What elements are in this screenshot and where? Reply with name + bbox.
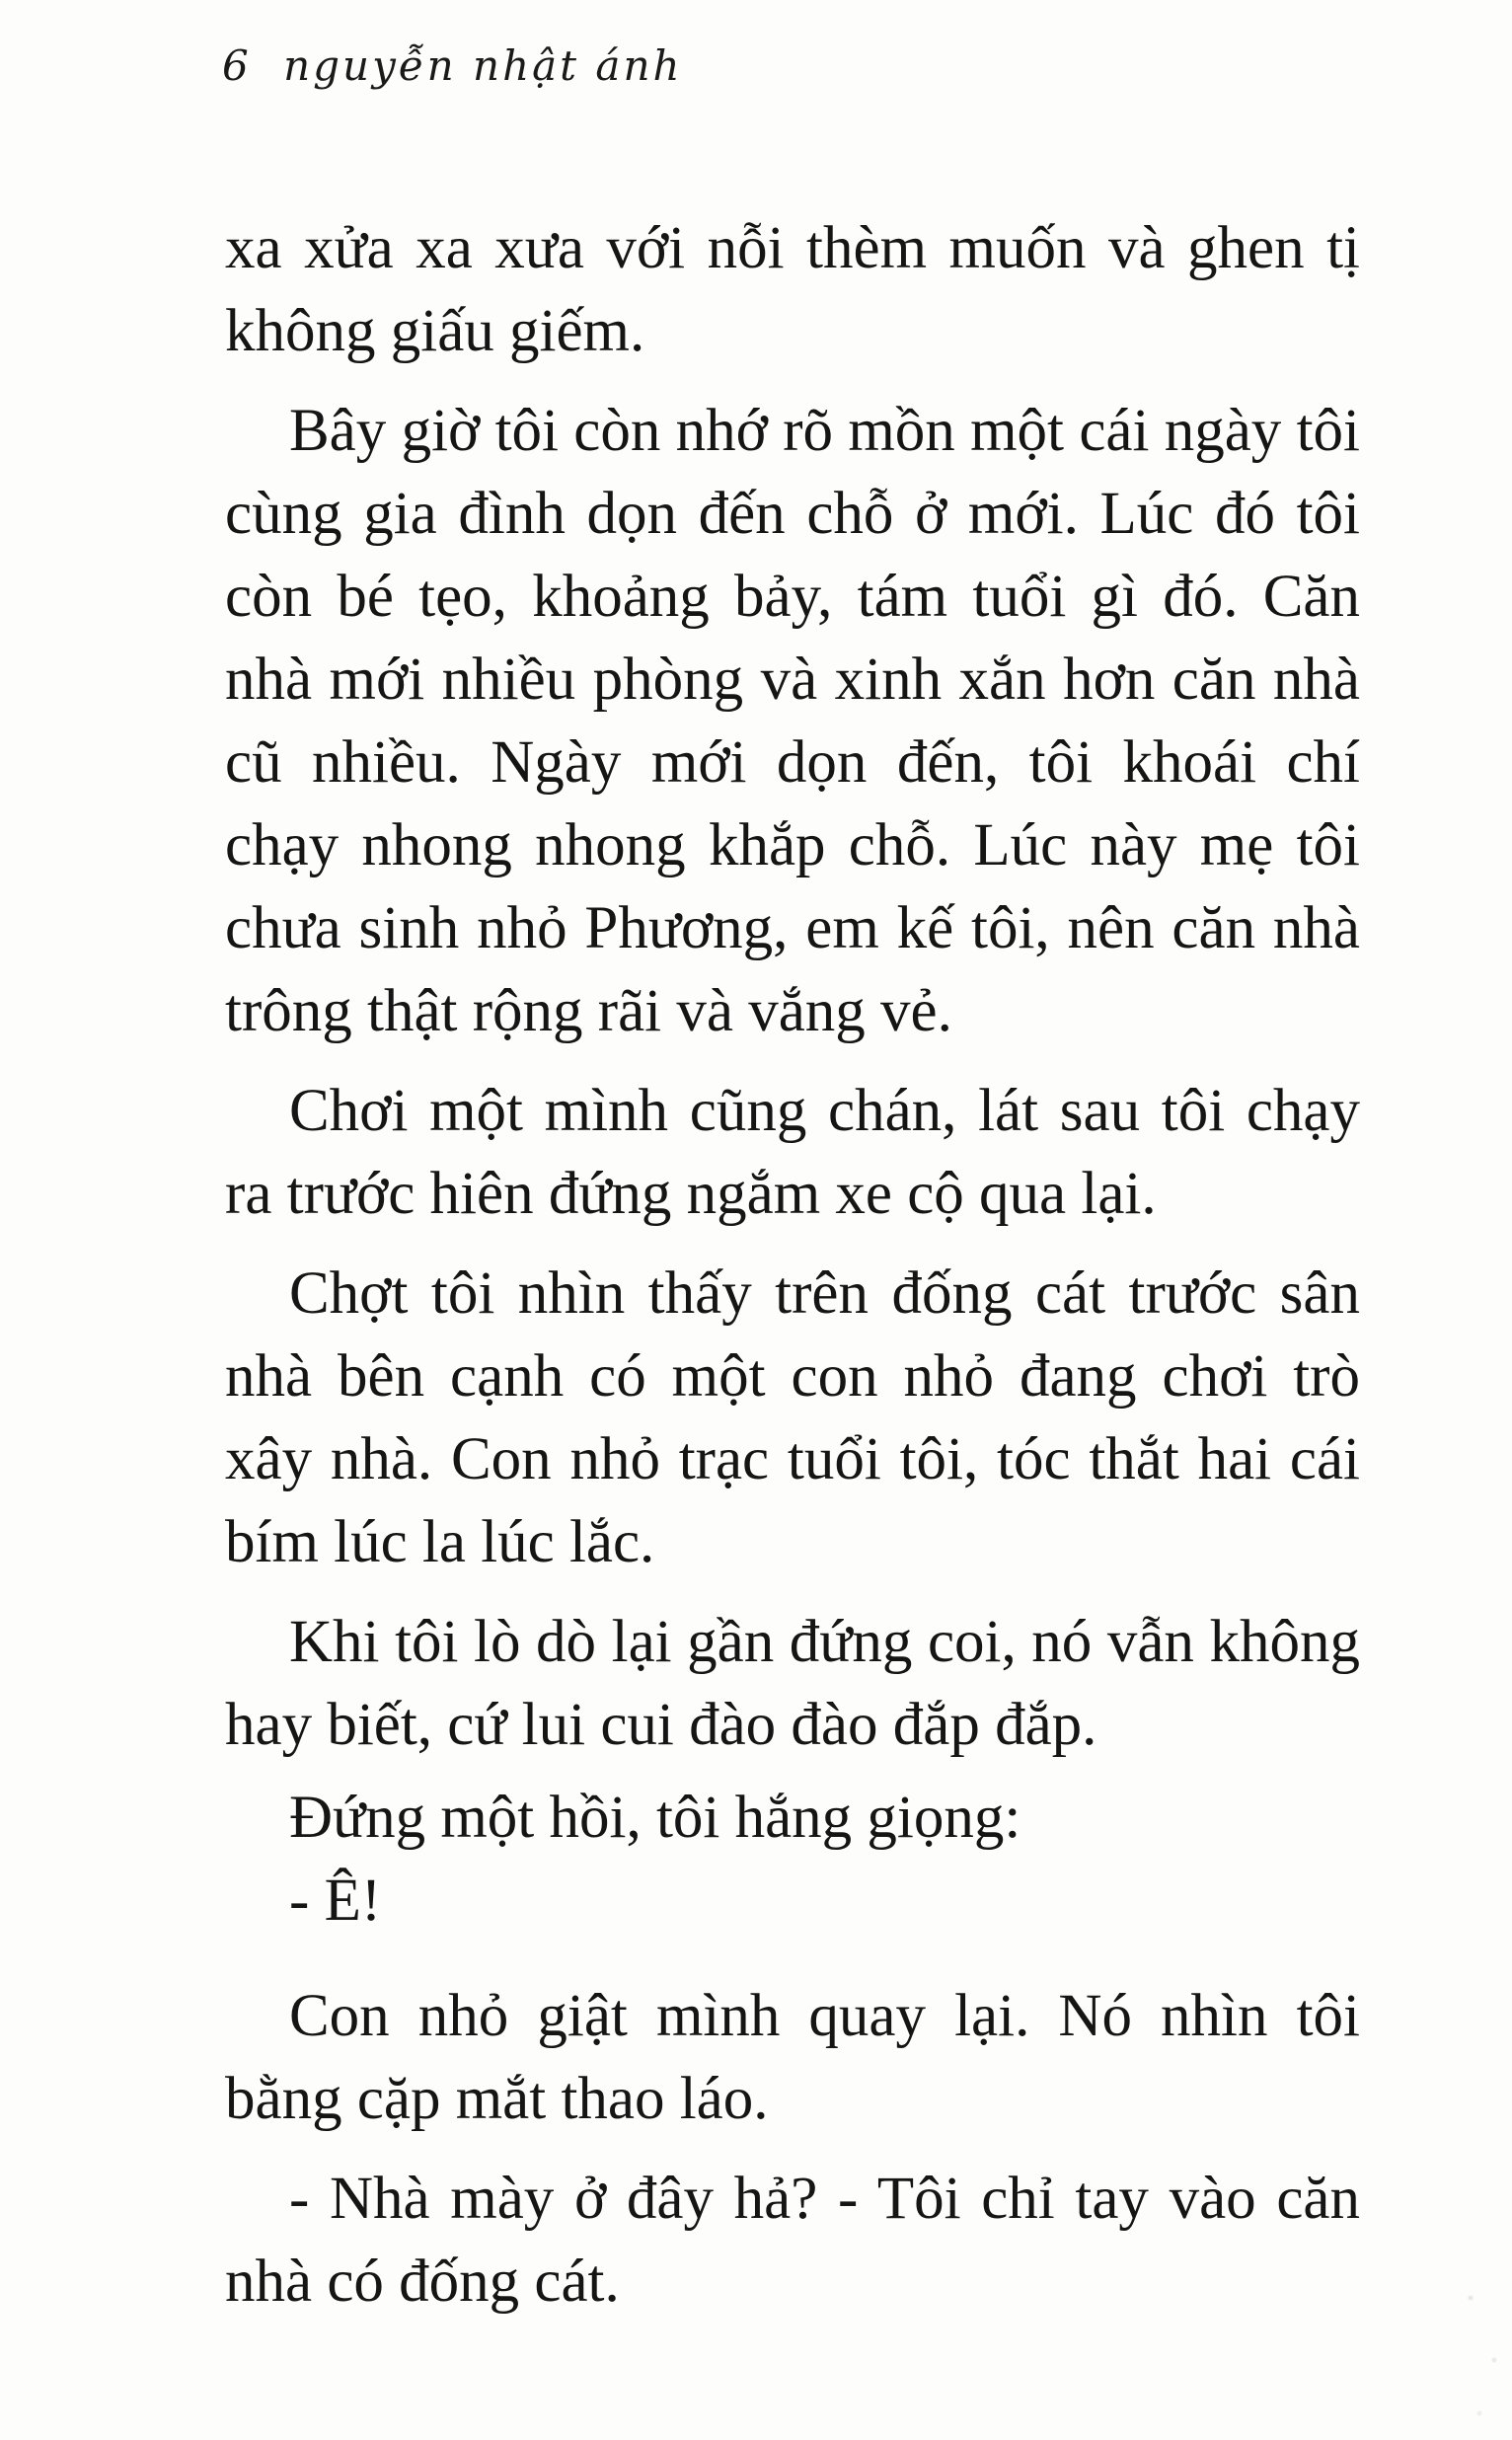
paragraph: Đứng một hồi, tôi hắng giọng: xyxy=(289,1785,1021,1851)
paragraph: Khi tôi lò dò lại gần đứng coi, nó vẫn không hay biết, cứ lui cui đào đào đắp đắp. xyxy=(225,1609,1360,1758)
paragraph: Chơi một mình cũng chán, lát sau tôi chạy ra trước hiên đứng ngắm xe cộ qua lại. xyxy=(225,1078,1360,1227)
body-text xyxy=(225,207,1360,2324)
author-name: nguyễn nhật ánh xyxy=(283,41,683,90)
paper-speckle xyxy=(1453,2262,1512,2440)
dialogue-line: - Nhà mày ở đây hả? - Tôi chỉ tay vào căn nhà có đống cát. xyxy=(225,2166,1360,2315)
dialogue-line: - Ê! xyxy=(289,1868,382,1934)
page-number: 6 xyxy=(222,41,252,90)
paragraph: xa xửa xa xưa với nỗi thèm muốn và ghen tị không giấu giếm. xyxy=(225,215,1360,364)
paragraph: Bây giờ tôi còn nhớ rõ mồn một cái ngày tôi cùng gia đình dọn đến chỗ ở mới. Lúc đó tôi còn bé tẹo, khoảng bảy, tám tuổi gì đó. Căn nhà mới nhiều phòng và xinh xắn hơn căn nhà cũ nhiều. Ngày mới dọn đến, tôi khoái chí chạy nhong nhong khắp chỗ. Lúc này mẹ tôi chưa sinh nhỏ Phương, em kế tôi, nên căn nhà trông thật rộng rãi và vắng vẻ. xyxy=(225,398,1360,1044)
running-header xyxy=(222,41,683,90)
paragraph: Chợt tôi nhìn thấy trên đống cát trước sân nhà bên cạnh có một con nhỏ đang chơi trò xây nhà. Con nhỏ trạc tuổi tôi, tóc thắt hai cái bím lúc la lúc lắc. xyxy=(225,1260,1360,1575)
paragraph: Con nhỏ giật mình quay lại. Nó nhìn tôi bằng cặp mắt thao láo. xyxy=(225,1983,1360,2132)
